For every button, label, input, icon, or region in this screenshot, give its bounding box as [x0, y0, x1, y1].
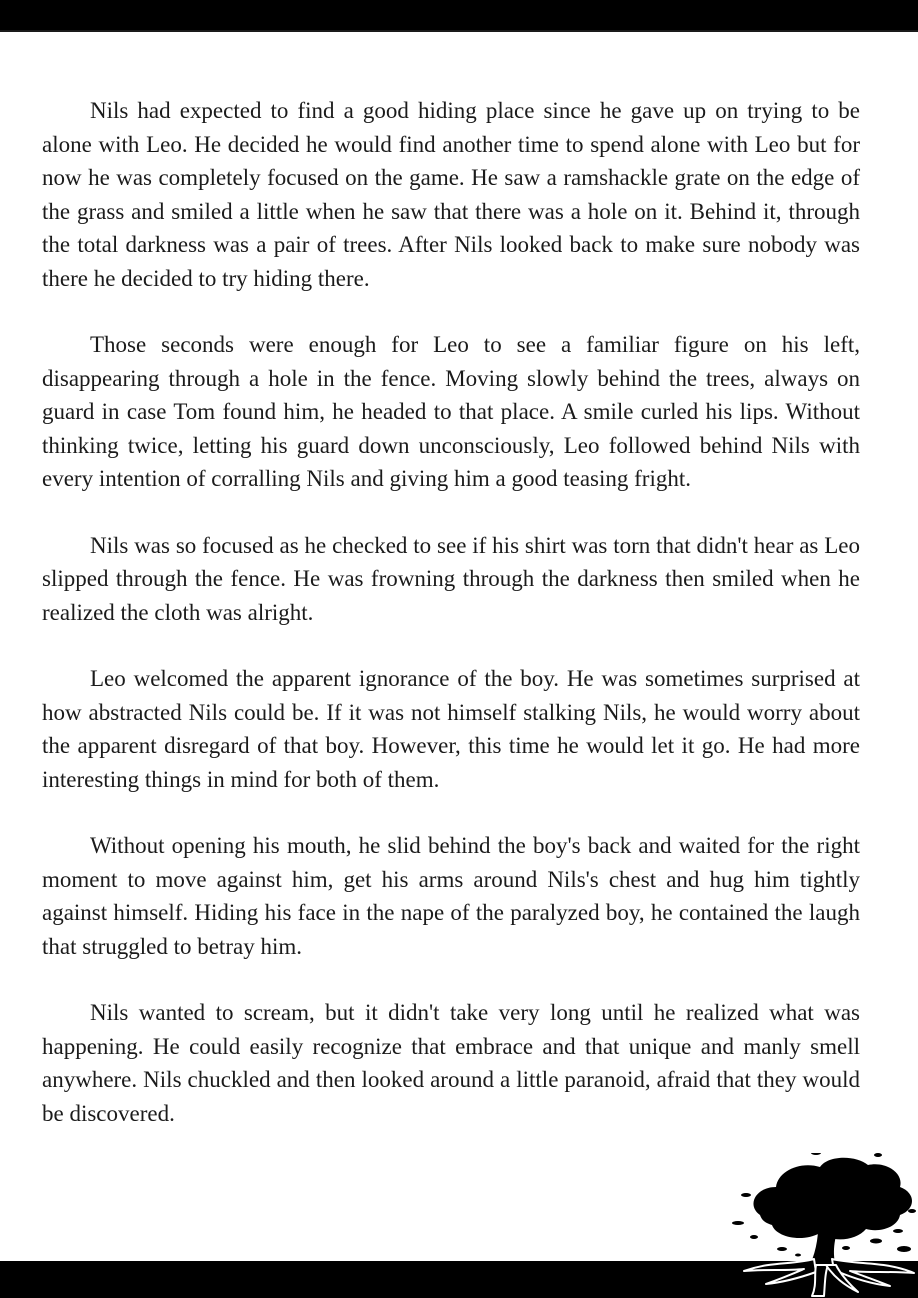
paragraph: Leo welcomed the apparent ignorance of the boy. He was sometimes surprised at how abstracted Nils could be. If it was not himself stalking Nils, he would worry about the apparent disregard of that boy. However, this time he would let it go. He had more interesting things in mind for both of them.: [42, 666, 860, 792]
paragraph: Nils was so focused as he checked to see if his shirt was torn that didn't hear as Leo slipped through the fence. He was frowning through the darkness then smiled when he realized the cloth was alright.: [42, 532, 860, 625]
story-text: [42, 94, 860, 1163]
paragraph: Nils had expected to find a good hiding place since he gave up on trying to be alone with Leo. He decided he would find another time to spend alone with Leo but for now he was completely focused on the game. He saw a ramshackle grate on the edge of the grass and smiled a little when he saw that there was a hole on it. Behind it, through the total darkness was a pair of trees. After Nils looked back to make sure nobody was there he decided to try hiding there.: [42, 98, 860, 291]
paragraph: Those seconds were enough for Leo to see a familiar figure on his left, disappearing through a hole in the fence. Moving slowly behind the trees, always on guard in case Tom found him, he headed to that place. A smile curled his lips. Without thinking twice, letting his guard down unconsciously, Leo followed behind Nils with every intention of corralling Nils and giving him a good teasing fright.: [42, 332, 860, 491]
paragraph: Without opening his mouth, he slid behind the boy's back and waited for the right moment to move against him, get his arms around Nils's chest and hug him tightly against himself. Hiding his face in the nape of the paralyzed boy, he contained the laugh that struggled to betray him.: [42, 833, 860, 959]
paragraph: Nils wanted to scream, but it didn't take very long until he realized what was happening. He could easily recognize that embrace and that unique and manly smell anywhere. Nils chuckled and then looked around a little paranoid, afraid that they would be discovered.: [42, 1000, 860, 1126]
top-border: [0, 0, 918, 32]
tree-logo-icon: [728, 1153, 918, 1298]
